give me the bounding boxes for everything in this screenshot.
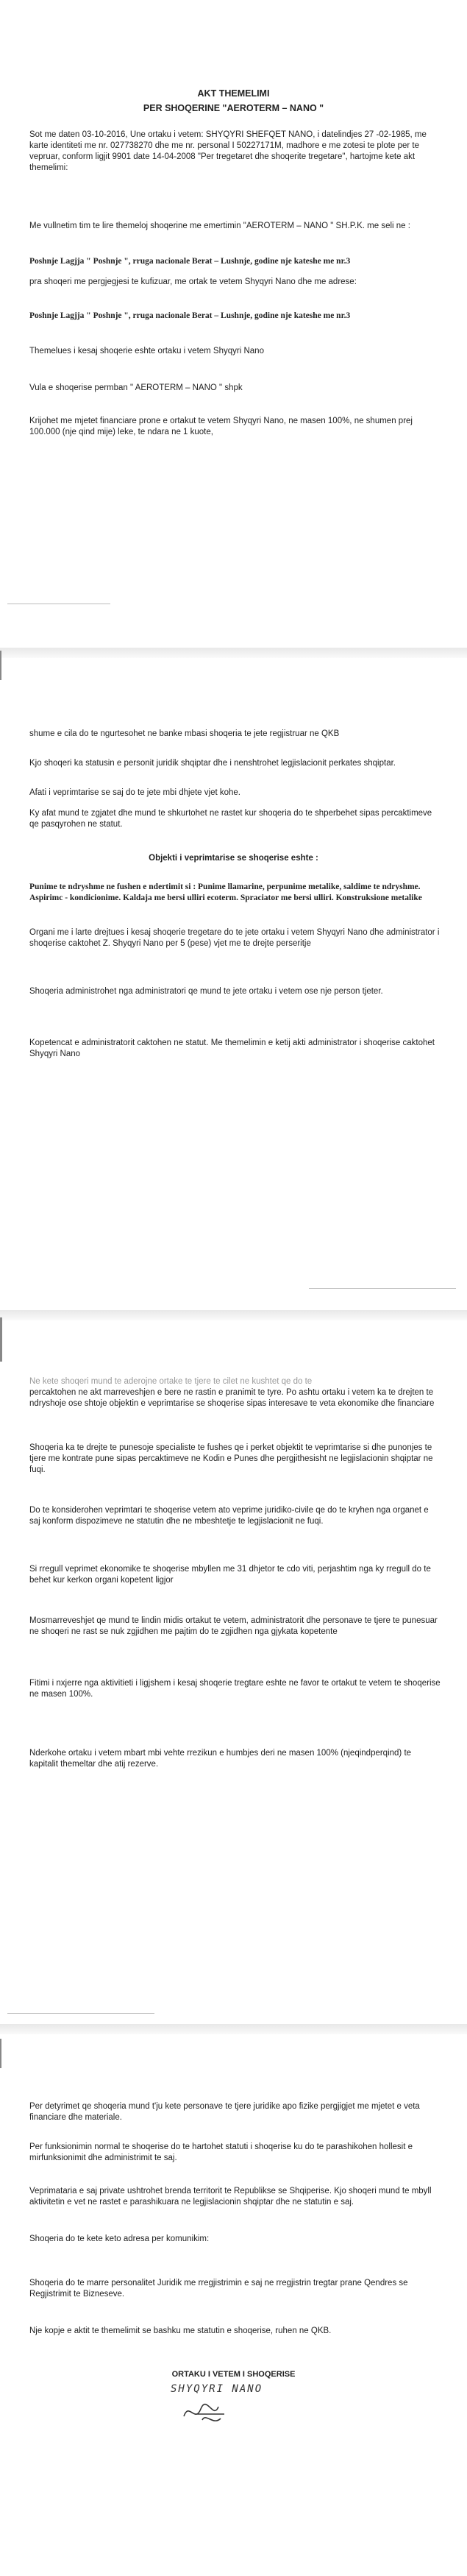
seal-paragraph: Vula e shoqerise permban " AEROTERM – NANO " shpk [29, 383, 243, 392]
disputes-paragraph: Do te konsiderohen veprimtari te shoqerise vetem ato veprime juridiko-civile qe do te kryhen nga organet e saj konform dispozimeve ne statutin dhe ne mbeshtetje te legjislacionit ne fuqi. [29, 1506, 429, 1526]
competence-paragraph: Kopetencat e administratorit caktohen ne statut. Me themelimin e ketij akti administrator i shoqerise caktohet Shyqyri Nano [29, 1038, 435, 1058]
debts-paragraph: Per detyrimet qe shoqeria mund t'ju kete personave te tjere juridike apo fizike pergjigjet me mjetet e veta financiare dhe materiale. [29, 2102, 420, 2122]
page-edge-line [7, 2013, 154, 2014]
objectives-text: Punime te ndryshme ne fushen e ndertimit si : Punime llamarine, perpunime metalike, saldime te ndryshme. Aspirimc - kondicionime. Kaldaja me bersi ulliri ecoterm. Spraciator me bersi ulliri. Konstruksione metalike [29, 882, 422, 902]
document-page-2 [0, 648, 467, 1310]
document-page-3 [0, 1310, 467, 2024]
bank-paragraph: shume e cila do te ngurtesohet ne banke mbasi shoqeria te jete regjistruar ne QKB [29, 729, 340, 738]
founder-paragraph: Themelues i kesaj shoqerie eshte ortaku i vetem Shyqyri Nano [29, 347, 264, 355]
join-paragraph-faded: Ne kete shoqeri mund te aderojne ortake te tjere te cilet ne kushtet qe do te [29, 1377, 313, 1386]
signature-icon [180, 2398, 232, 2427]
document-page-4 [0, 2024, 467, 2576]
capital-paragraph: Krijohet me mjetet financiare prone e ortakut te vetem Shyqyri Nano, ne masen 100%, ne shumen prej 100.000 (nje qind mije) leke, te ndara ne 1 kuote, [29, 417, 413, 436]
act-title: AKT THEMELIMI [197, 88, 270, 99]
communication-paragraph: Shoqeria do te kete keto adresa per komunikim: [29, 2234, 210, 2243]
registration-paragraph: Shoqeria do te marre personalitet Juridik me rregjistrimin e saj ne rregjistrin tregtar prane Qendres se Regjistrimit te Bizneseve. [29, 2279, 408, 2299]
administration-paragraph: Shoqeria administrohet nga administratori qe mund te jete ortaku i vetem ose nje person tjeter. [29, 987, 383, 996]
profit-paragraph: Fitimi i nxjerre nga aktivitieti i ligjshem i kesaj shoqerie tregtare eshte ne favor te ortakut te vetem te shoqerise ne masen 100%. [29, 1679, 441, 1699]
operation-paragraph: Per funksionimin normal te shoqerise do te hartohet statuti i shoqerise ku do te parashikohen hollesit e mirfunksionimit dhe administrimit te saj. [29, 2142, 413, 2162]
scan-shadow [0, 2024, 467, 2034]
scan-edge-mark [0, 651, 1, 680]
seat-address: Poshnje Lagjja " Poshnje ", rruga nacionale Berat – Lushnje, godine nje kateshe me nr.3 [29, 256, 351, 266]
scan-edge-mark [0, 1317, 2, 1362]
company-type-paragraph: pra shoqeri me pergjegjesi te kufizuar, me ortak te vetem Shyqyri Nano dhe me adrese: [29, 277, 357, 286]
company-address: Poshnje Lagjja " Poshnje ", rruga nacionale Berat – Lushnje, godine nje kateshe me nr.3 [29, 311, 351, 320]
conflicts-paragraph: Mosmarreveshjet qe mund te lindin midis ortakut te vetem, administratorit dhe personave te tjere te punesuar ne shoqeri ne rast se nuk zgjidhen me pajtim do te zgjidhen nga gjykata kopetente [29, 1616, 438, 1636]
term-paragraph: Afati i veprimtarise se saj do te jete mbi dhjete vjet kohe. [29, 788, 241, 797]
organs-paragraph: Organi me i larte drejtues i kesaj shoqerie tregetare do te jete ortaku i vetem Shyqyri Nano dhe administrator i shoqerise caktohet Z. Shyqyri Nano per 5 (pese) vjet me te drejte perseritje [29, 928, 440, 948]
territory-paragraph: Veprimataria e saj private ushtrohet brenda territorit te Republikse se Shqiperise. Kjo shoqeri mund te mbyll aktivitetin e vet ne rastet e parashikuara ne legjislacionin shqiptar dhe ne statutin e saj. [29, 2187, 432, 2207]
objectives-title: Objekti i veprimtarise se shoqerise eshte : [149, 854, 318, 863]
will-paragraph: Me vullnetim tim te lire themeloj shoqerine me emertimin "AEROTERM – NANO " SH.P.K. me seli ne : [29, 222, 410, 230]
liability-paragraph: Nderkohe ortaku i vetem mbart mbi vehte rrezikun e humbjes deri ne masen 100% (njeqindperqind) te kapitalit themeltar dhe atij rezerve. [29, 1749, 412, 1769]
signatory-label: ORTAKU I VETEM I SHOQERISE [171, 2370, 296, 2379]
hire-paragraph: Shoqeria ka te drejte te punesoje specialiste te fushes qe i perket objektit te veprimtarise si dhe punonjes te tjere me kontrate pune sipas percaktimeve ne Kodin e Punes dhe pergjithesisht ne legjislacionin shqiptar ne fuqi. [29, 1443, 433, 1474]
copy-paragraph: Nje kopje e aktit te themelimit se bashku me statutin e shoqerise, ruhen ne QKB. [29, 2326, 332, 2335]
page-edge-line [309, 1288, 456, 1289]
scan-shadow [0, 648, 467, 658]
join-paragraph: percaktohen ne akt marreveshjen e bere ne rastin e pranimit te tyre. Po ashtu ortaku i vetem ka te drejten te ndryshoje ose shtoje objektin e veprimtarise se shoqerise sipas interesave te veta ekonomike dhe financiare [29, 1388, 435, 1408]
term-change-paragraph: Ky afat mund te zgjatet dhe mund te shkurtohet ne rastet kur shoqeria do te shperbehet sipas percaktimeve qe pasqyrohen ne statut. [29, 809, 432, 829]
document-page-1 [0, 0, 467, 648]
scan-shadow [0, 1310, 467, 1320]
scan-edge-mark [0, 2039, 1, 2068]
handwritten-name: SHYQYRI NANO [171, 2383, 263, 2395]
status-paragraph: Kjo shoqeri ka statusin e personit juridik shqiptar dhe i nenshtrohet legjislacionit perkates shqiptar. [29, 759, 396, 768]
intro-paragraph: Sot me daten 03-10-2016, Une ortaku i vetem: SHYQYRI SHEFQET NANO, i datelindjes 27 -02-1985, me karte identiteti me nr. 027738270 dhe me nr. personal I 50227171M, madhore e me zotesi te plote per te vepruar, conform ligjit 9901 date 14-04-2008 "Per tregetaret dhe shoqerite tregetare", hartojme kete akt themelimi: [29, 130, 427, 172]
act-subtitle: PER SHOQERINE "AEROTERM – NANO " [143, 103, 324, 113]
fiscal-year-paragraph: Si rregull veprimet ekonomike te shoqerise mbyllen me 31 dhjetor te cdo viti, perjashtim nga ky rregull do te behet kur kerkon organi kopetent ligjor [29, 1565, 431, 1585]
